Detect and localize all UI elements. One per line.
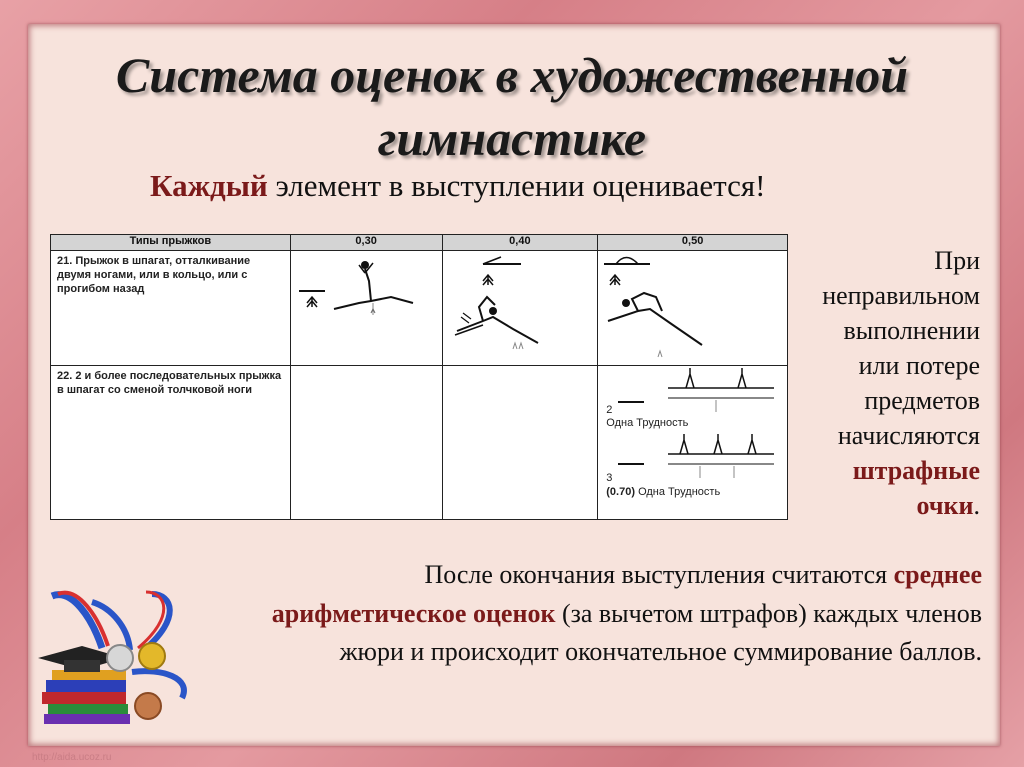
row-description: 22. 2 и более последовательных прыжка в шпагат со сменой толчковой ноги [51,366,291,520]
gymnast-split-jump-icon [598,251,788,366]
subtitle-text: элемент в выступлении оценивается! [267,168,766,203]
table-header-cell: 0,40 [442,235,598,251]
jump-cell-030 [290,251,442,366]
gymnast-split-jump-icon [443,251,599,366]
sequence-label: Одна Трудность [638,486,721,498]
table-row [51,251,788,366]
empty-cell [290,366,442,520]
table-header-cell: 0,50 [598,235,788,251]
penalty-note-text: При неправильном выполнении или потере предметов начисляются [822,246,980,450]
sequence-count: 3 [606,472,613,484]
empty-cell [442,366,598,520]
table-header-cell: Типы прыжков [51,235,291,251]
subtitle [150,168,765,204]
slide-title-line-2: гимнастике [377,110,647,166]
penalty-note-end: . [973,491,980,520]
jump-difficulty-table [50,234,788,520]
table-header-cell: 0,30 [290,235,442,251]
scoring-text-1: После окончания выступления считаются [424,560,894,589]
gymnast-split-jump-icon [291,251,443,366]
slide-title-line-1: Система оценок в художественной [115,47,909,103]
books-icon [42,670,130,724]
scoring-text-2: (за вычетом штрафов) каждых членов жюри и происходит окончательное суммирование баллов. [339,598,982,666]
watermark: http://aida.ucoz.ru [32,752,112,763]
table-row [51,366,788,520]
medals-icon [32,588,202,728]
sequence-note [606,486,720,498]
sequence-label: Одна Трудность [606,417,689,429]
jump-cell-040 [442,251,598,366]
jump-cell-050 [598,251,788,366]
sequence-value: (0.70) [606,486,636,498]
scoring-explanation [255,556,982,672]
sequence-count: 2 [606,404,613,416]
table-header-row [51,235,788,251]
scoring-highlight: среднее арифметическое оценок [271,560,982,628]
penalty-note-highlight: штрафные очки [852,456,980,520]
row-description: 21. Прыжок в шпагат, отталкивание двумя ногами, или в кольцо, или с прогибом назад [51,251,291,366]
subtitle-emphasis: Каждый [150,168,268,203]
jump-sequence-cell [598,366,788,520]
penalty-note [800,243,980,523]
